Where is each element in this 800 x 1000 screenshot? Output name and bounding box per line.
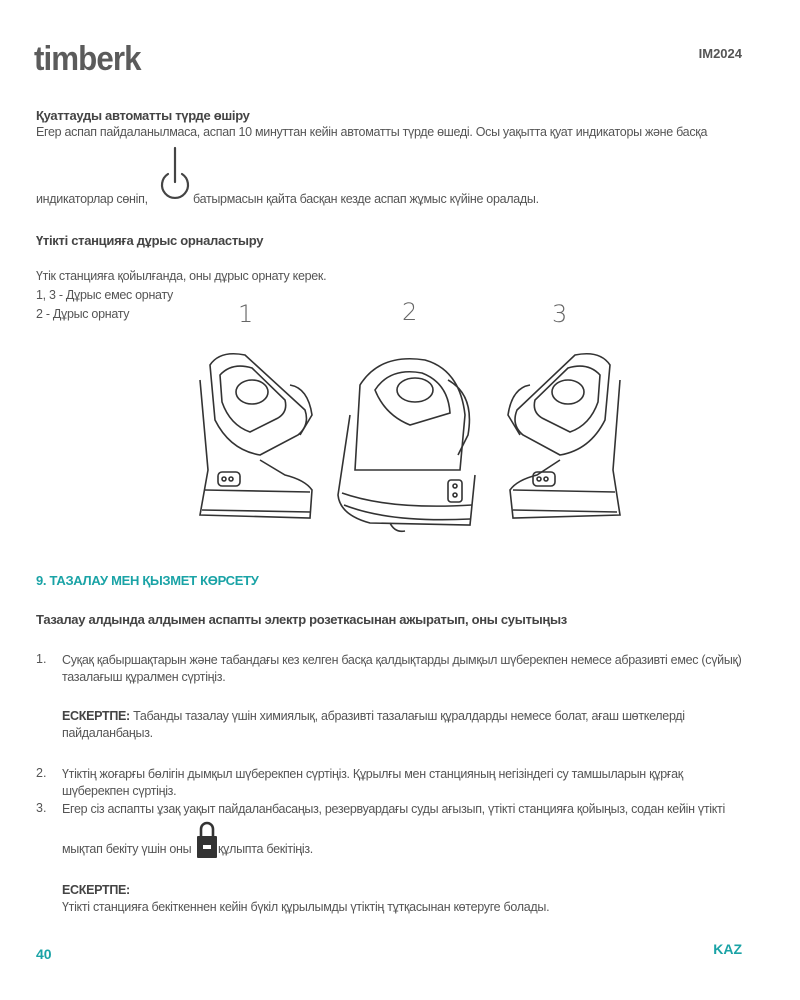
item-3-text: Егер сіз аспапты ұзақ уақыт пайдаланбасаңыз, резервуардағы суды ағызып, үтікті станцияға қойыңыз, содан кейін үтікті [62,802,725,816]
placement-line-2: 1, 3 - Дұрыс емес орнату [36,288,173,302]
note-2-label: ЕСКЕРТПЕ: [62,883,130,897]
note-1-label: ЕСКЕРТПЕ: [62,709,130,723]
item-3-number: 3. [36,801,47,815]
note-1 [62,708,752,742]
iron-illustration-correct [330,345,480,540]
auto-off-heading: Қуаттауды автоматты түрде өшіру [36,108,250,123]
iron-illustration-incorrect-3 [505,340,630,530]
item-3-text-b1: мықтап бекіту үшін оны [62,842,192,856]
brand-logo: timberk [34,40,141,78]
auto-off-text-1: Егер аспап пайдаланылмаса, аспап 10 минуттан кейін автоматты түрде өшеді. Осы уақытта қуат индикаторы және басқа [36,125,708,139]
figure-label-3: 3 [552,300,568,328]
page-number: 40 [36,946,52,962]
power-icon [158,146,192,206]
figure-label-2: 2 [402,298,418,326]
section-9-title: 9. ТАЗАЛАУ МЕН ҚЫЗМЕТ КӨРСЕТУ [36,573,259,588]
iron-illustration-incorrect-1 [190,340,320,530]
language-code: KAZ [713,941,742,957]
figure-label-1: 1 [238,300,254,328]
item-1-text: Суқақ қабыршақтарын және табандағы кез келген басқа қалдықтарды дымқыл шүберекпен немесе абразивті емес (сүйық) тазалағыш құралмен сүртіңіз. [62,653,742,684]
item-1-number: 1. [36,652,47,666]
item-2-number: 2. [36,766,47,780]
note-2-text: Үтікті станцияға бекіткеннен кейін бүкіл құрылымды үтіктің тұтқасынан көтеруге болады. [62,900,550,914]
model-number: IM2024 [698,46,742,61]
auto-off-text-2a: индикаторлар сөніп, [36,192,148,206]
section-9-subheading: Тазалау алдында алдымен аспапты электр розеткасынан ажыратып, оны суытыңыз [36,612,567,627]
placement-line-3: 2 - Дұрыс орнату [36,307,130,321]
item-2-text: Үтіктің жоғарғы бөлігін дымқыл шүберекпен сүртіңіз. Құрылғы мен станцияның негізіндегі су тамшыларын құрғақ шүберекпен сүртіңіз. [62,767,683,798]
note-1-text: Табанды тазалау үшін химиялық, абразивті тазалағыш құралдарды немесе болат, ағаш шөткелерді пайдаланбаңыз. [62,709,685,740]
placement-heading: Үтікті станцияға дұрыс орналастыру [36,233,264,248]
lock-icon [196,820,218,860]
item-3-text-b2: құлыпта бекітіңіз. [218,842,313,856]
placement-line-1: Үтік станцияға қойылғанда, оны дұрыс орнату керек. [36,269,327,283]
auto-off-text-2b: батырмасын қайта басқан кезде аспап жұмыс күйіне оралады. [193,192,539,206]
